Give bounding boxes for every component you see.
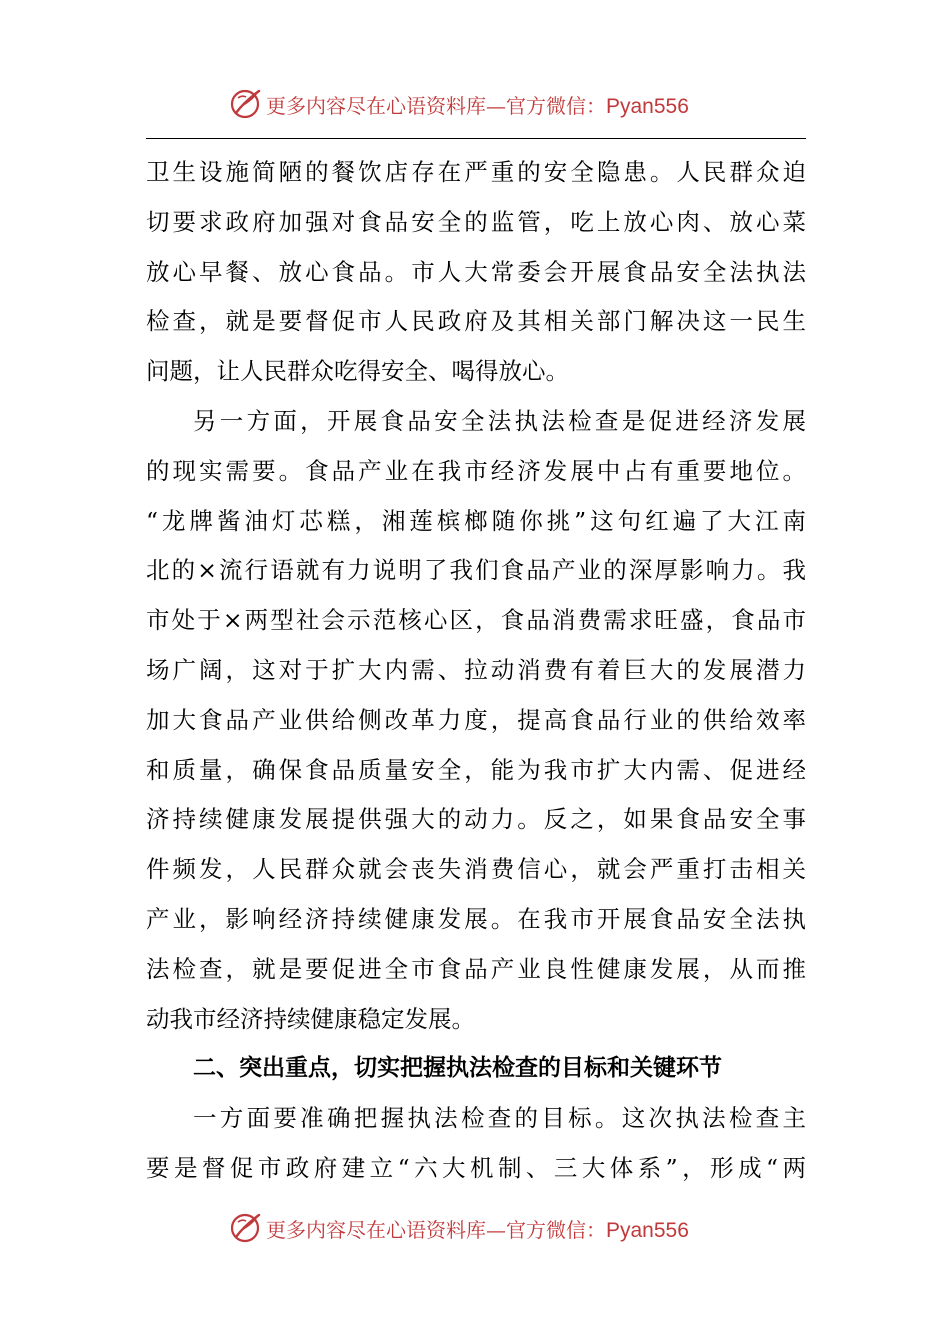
body-line: 放心早餐、放心食品。市人大常委会开展食品安全法执法 [146,257,806,286]
watermark-text [266,1214,689,1243]
body-line: “龙牌酱油灯芯糕，湘莲槟榔随你挑”这句红遍了大江南 [146,506,806,535]
quill-seal-logo-icon [228,86,264,122]
section-heading: 二、突出重点，切实把握执法检查的目标和关键环节 [193,1055,722,1082]
body-line: 济持续健康发展提供强大的动力。反之，如果食品安全事 [146,805,806,834]
body-line: 市处于×两型社会示范核心区，食品消费需求旺盛，食品市 [146,606,806,635]
body-line: 一方面要准确把握执法检查的目标。这次执法检查主 [193,1104,806,1133]
footer-watermark-banner [0,1208,950,1248]
watermark-site-name: 更多内容尽在心语资料库 [266,93,486,118]
watermark-separator: — [486,93,506,118]
body-line: 动我市经济持续健康稳定发展。 [146,1004,475,1033]
body-line: 检查，就是要督促市人民政府及其相关部门解决这一民生 [146,307,806,336]
body-line: 另一方面，开展食品安全法执法检查是促进经济发展 [193,406,806,435]
body-line: 产业，影响经济持续健康发展。在我市开展食品安全法执 [146,904,806,933]
body-line: 件频发，人民群众就会丧失消费信心，就会严重打击相关 [146,855,806,884]
body-line: 问题，让人民群众吃得安全、喝得放心。 [146,357,569,386]
document-body [146,148,806,1194]
body-line: 场广阔，这对于扩大内需、拉动消费有着巨大的发展潜力 [146,655,806,684]
body-line: 加大食品产业供给侧改革力度，提高食品行业的供给效率 [146,705,806,734]
watermark-wechat-id: Pyan556 [606,94,689,118]
header-rule-divider [146,138,806,139]
watermark-site-name: 更多内容尽在心语资料库 [266,1217,486,1242]
watermark-official-label: 官方微信： [506,1217,606,1242]
body-line: 法检查，就是要促进全市食品产业良性健康发展，从而推 [146,954,806,983]
body-line: 要是督促市政府建立“六大机制、三大体系”，形成“两 [146,1153,806,1182]
header-watermark-banner [0,84,950,124]
body-line: 卫生设施简陋的餐饮店存在严重的安全隐患。人民群众迫 [146,158,806,186]
watermark-wechat-id: Pyan556 [606,1218,689,1242]
body-line: 的现实需要。食品产业在我市经济发展中占有重要地位。 [146,456,806,485]
watermark-text [266,90,689,119]
quill-seal-logo-icon [228,1210,264,1246]
body-line: 切要求政府加强对食品安全的监管，吃上放心肉、放心菜 [146,207,806,236]
watermark-separator: — [486,1217,506,1242]
watermark-official-label: 官方微信： [506,93,606,118]
body-line: 和质量，确保食品质量安全，能为我市扩大内需、促进经 [146,755,806,784]
body-line: 北的×流行语就有力说明了我们食品产业的深厚影响力。我 [146,556,806,585]
